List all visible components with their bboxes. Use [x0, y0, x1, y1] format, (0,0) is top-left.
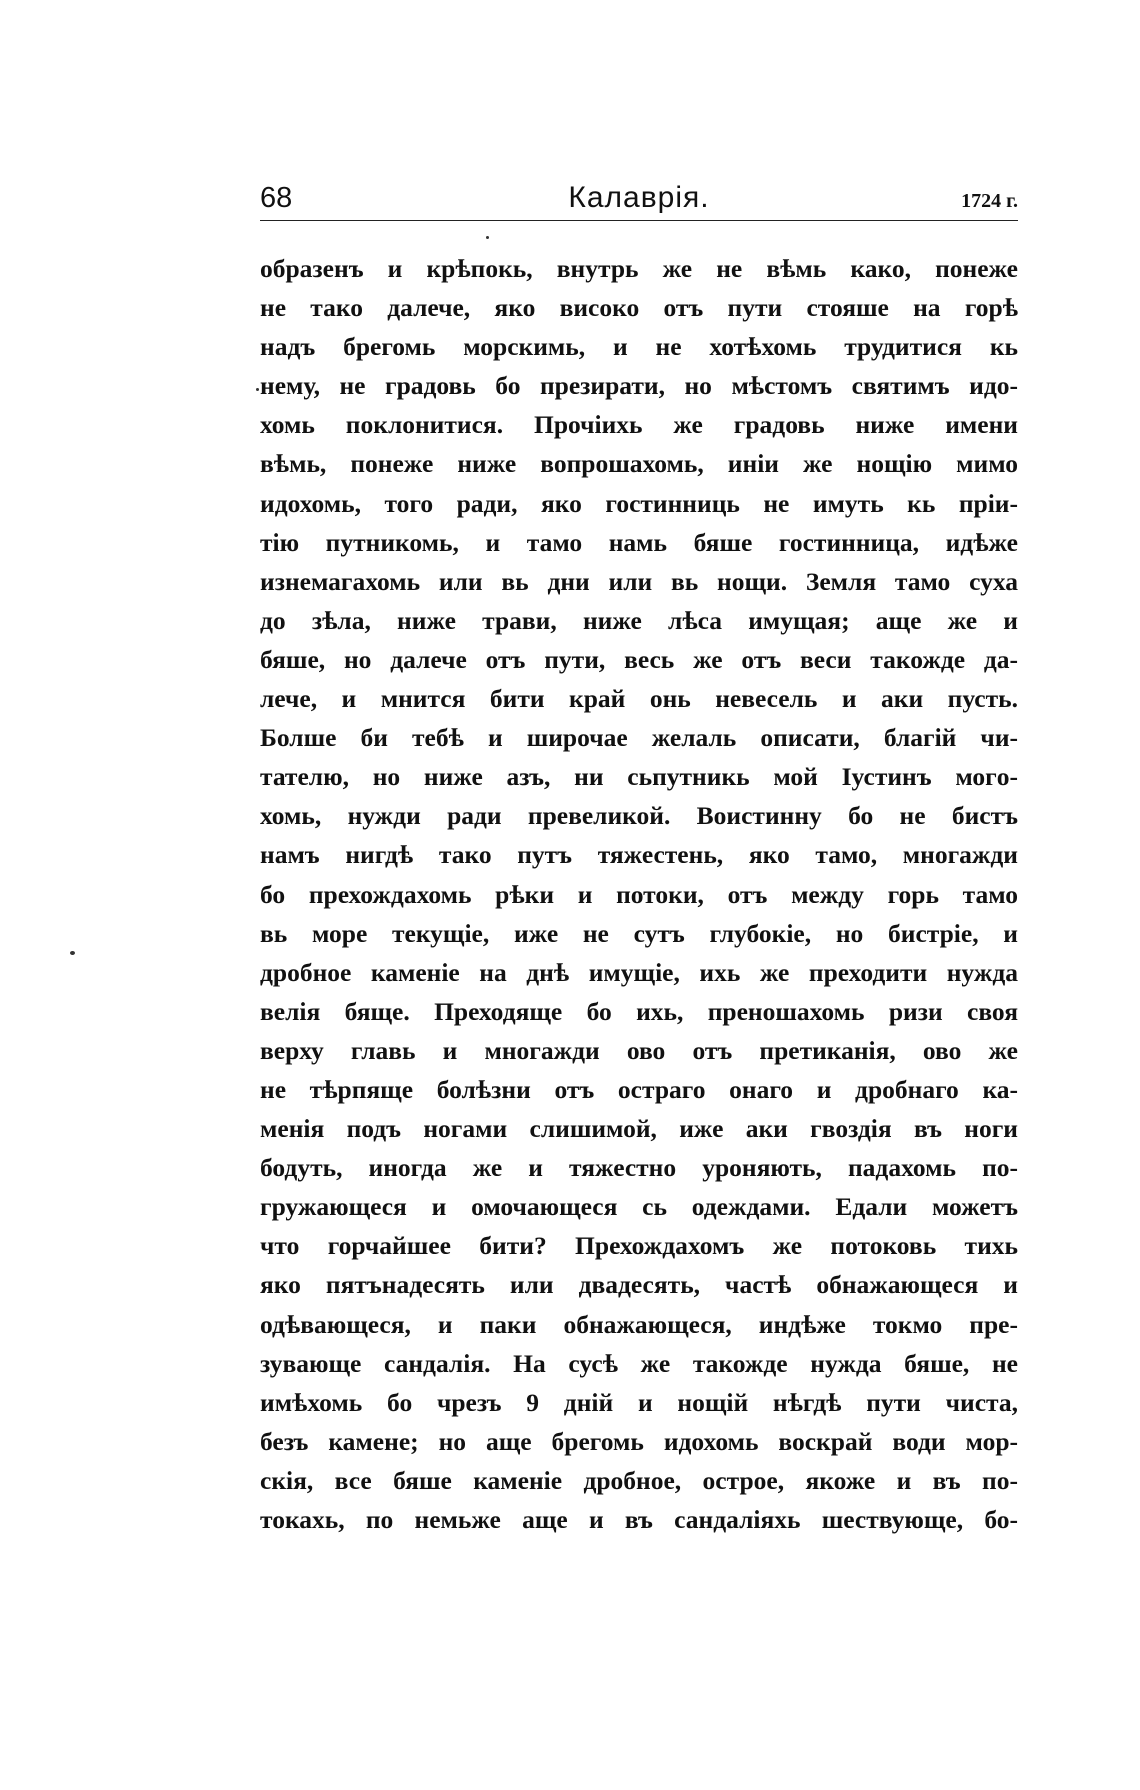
- text-line: образенъ и крѣпокь, внутрь же не вѣмь како, понеже: [260, 254, 1018, 283]
- text-line: надъ брегомь морскимь, и не хотѣхомь трудитися кь: [260, 332, 1018, 362]
- text-line: одѣвающеся, и паки обнажающеся, индѣже токмо пре-: [260, 1309, 1018, 1339]
- text-line: нему, не градовь бо презирати, но мѣстомъ святимъ идо-: [260, 371, 1018, 401]
- text-line: хомь, нужди ради превеликой. Воистинну бо не бистъ: [260, 801, 1018, 831]
- body-text: [260, 249, 1018, 1539]
- text-line: бяше, но далече отъ пути, весь же отъ веси такожде да-: [260, 644, 1018, 674]
- text-line: велія бяще. Преходяще бо ихь, преношахомь ризи своя: [260, 996, 1018, 1026]
- running-title: Калаврія.: [568, 181, 710, 214]
- text-line: безъ камене; но аще брегомь идохомь воскрай води мор-: [260, 1426, 1018, 1456]
- text-line: что горчайшее бити? Прехождахомъ же потоковь тихь: [260, 1231, 1018, 1261]
- year-label: 1724 г.: [961, 190, 1018, 212]
- text-line: намъ нигдѣ тако путъ тяжестень, яко тамо, многажди: [260, 840, 1018, 870]
- page-header: [260, 178, 1018, 222]
- page-number: 68: [260, 182, 293, 214]
- text-line: скія, все бяше каменіе дробное, острое, якоже и въ по-: [260, 1465, 1018, 1495]
- text-line: лече, и мнится бити край онь невесель и аки пусть.: [260, 684, 1018, 714]
- text-line: токахь, по немьже аще и въ сандаліяхь шествующе, бо-: [260, 1505, 1018, 1534]
- text-line: яко пятънадесять или двадесять, частѣ обнажающеся и: [260, 1270, 1018, 1300]
- text-line: тателю, но ниже азъ, ни сьпутникь мой Іустинъ могo-: [260, 762, 1018, 792]
- text-line: дробное каменіе на днѣ имущіе, ихь же преходити нужда: [260, 957, 1018, 987]
- text-line: не тако далече, яко високо отъ пути стояше на горѣ: [260, 293, 1018, 323]
- print-speck: [70, 951, 75, 955]
- text-line: не тѣрпяще болѣзни отъ остраго онаго и дробнаго ка-: [260, 1074, 1018, 1104]
- text-line: верху главь и многажди ово отъ претиканія, ово же: [260, 1035, 1018, 1065]
- text-line: гружающеся и омочающеся сь одеждами. Едали можетъ: [260, 1192, 1018, 1222]
- text-line: вь море текущіе, иже не сутъ глубокіе, но бистріе, и: [260, 918, 1018, 948]
- text-line: менія подъ ногами слишимой, иже аки гвоздія въ ноги: [260, 1114, 1018, 1144]
- print-speck: [256, 388, 259, 391]
- text-line: бодуть, иногда же и тяжестно уроняють, падахомь по-: [260, 1153, 1018, 1183]
- header-rule: [260, 220, 1018, 221]
- print-speck: [486, 236, 489, 239]
- text-line: вѣмь, понеже ниже вопрошахомь, иніи же нощію мимо: [260, 449, 1018, 479]
- text-line: Болше би тебѣ и широчае желаль описати, благій чи-: [260, 723, 1018, 753]
- text-line: зувающе сандалія. На сусѣ же такожде нужда бяше, не: [260, 1348, 1018, 1378]
- text-line: бо прехождахомь рѣки и потоки, отъ между горь тамо: [260, 879, 1018, 909]
- text-line: идохомь, того ради, яко гостинниць не имуть кь пріи-: [260, 488, 1018, 518]
- text-line: хомь поклонитися. Прочіихь же градовь ниже имени: [260, 410, 1018, 440]
- text-line: изнемагахомь или вь дни или вь нощи. Земля тамо суха: [260, 566, 1018, 596]
- text-line: до зѣла, ниже трави, ниже лѣса имущая; аще же и: [260, 605, 1018, 635]
- text-line: имѣхомь бо чрезъ 9 дній и нощій нѣгдѣ пути чиста,: [260, 1387, 1018, 1417]
- text-line: тію путникомь, и тамо намь бяше гостинница, идѣже: [260, 527, 1018, 557]
